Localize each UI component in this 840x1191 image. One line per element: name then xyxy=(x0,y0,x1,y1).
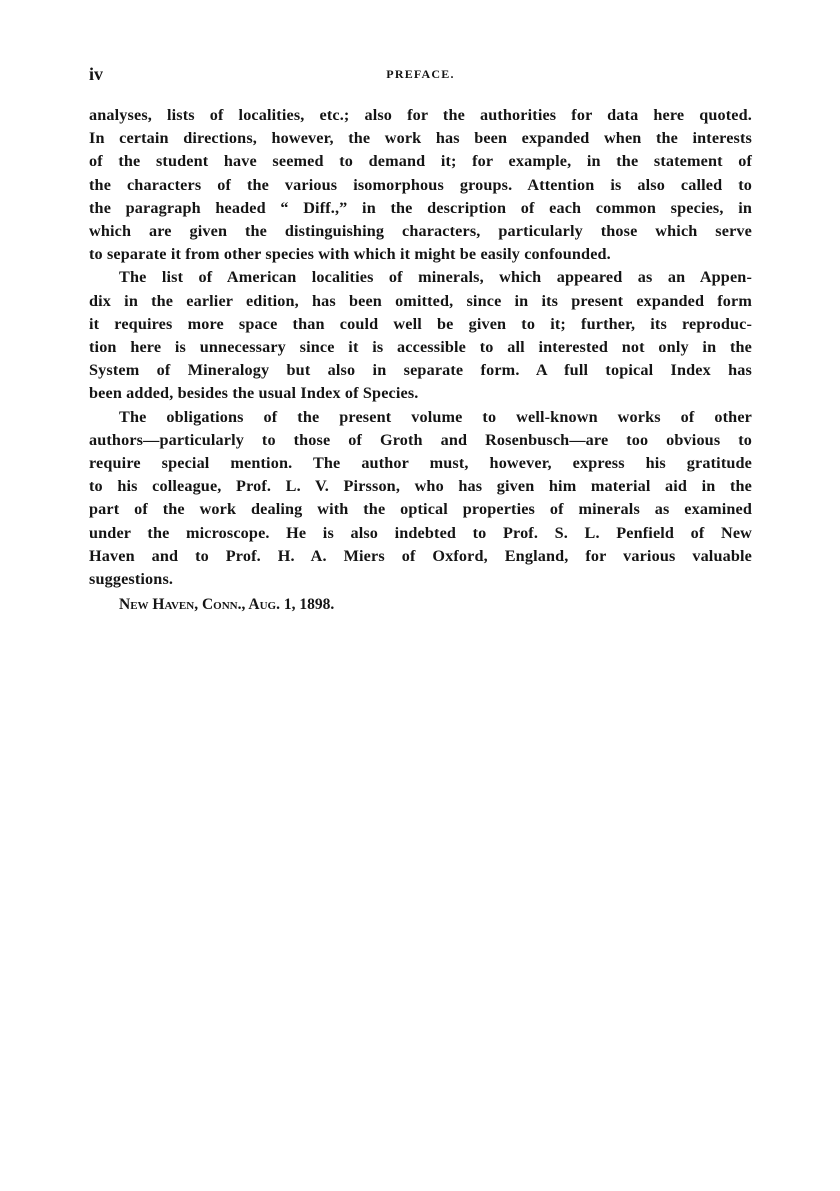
text-line: dix in the earlier edition, has been omitted, since in its present expanded form xyxy=(89,291,752,310)
text-line: System of Mineralogy but also in separate form. A full topical Index has xyxy=(89,361,752,380)
text-line: analyses, lists of localities, etc.; also for the authorities for data here quoted. xyxy=(89,106,752,124)
text-line: authors—particularly to those of Groth and Rosenbusch—are too obvious to xyxy=(89,430,752,449)
running-head: PREFACE. xyxy=(386,67,455,81)
text-line: require special mention. The author must, however, express his gratitude xyxy=(89,454,752,473)
text-line: tion here is unnecessary since it is accessible to all interested not only in the xyxy=(89,338,752,357)
text-line: the characters of the various isomorphous groups. Attention is also called to xyxy=(89,175,752,194)
paragraph-1 xyxy=(89,104,752,266)
text-line: suggestions. xyxy=(89,570,174,589)
paragraph-2 xyxy=(89,266,752,405)
text-line: of the student have seemed to demand it; for example, in the statement of xyxy=(89,152,752,171)
page-header xyxy=(89,64,752,86)
text-line: been added, besides the usual Index of Species. xyxy=(89,384,419,403)
paragraph-3 xyxy=(89,406,752,592)
text-line: Haven and to Prof. H. A. Miers of Oxford, England, for various valuable xyxy=(89,546,752,565)
text-line: part of the work dealing with the optical properties of minerals as examined xyxy=(89,500,752,519)
text-line: The list of American localities of minerals, which appeared as an Appen- xyxy=(119,268,752,287)
preface-signature: New Haven, Conn., Aug. 1, 1898. xyxy=(119,596,335,613)
text-line: under the microscope. He is also indebted to Prof. S. L. Penfield of New xyxy=(89,523,752,542)
text-line: the paragraph headed “ Diff.,” in the description of each common species, in xyxy=(89,198,752,217)
text-line: it requires more space than could well be given to it; further, its reproduc- xyxy=(89,314,752,333)
text-line: In certain directions, however, the work has been expanded when the interests xyxy=(89,129,752,148)
text-line: which are given the distinguishing characters, particularly those which serve xyxy=(89,222,752,241)
page-number: iv xyxy=(89,64,104,84)
text-line: The obligations of the present volume to well-known works of other xyxy=(119,407,752,426)
text-line: to separate it from other species with which it might be easily confounded. xyxy=(89,245,611,264)
preface-body xyxy=(89,104,752,591)
text-line: to his colleague, Prof. L. V. Pirsson, who has given him material aid in the xyxy=(89,477,752,496)
